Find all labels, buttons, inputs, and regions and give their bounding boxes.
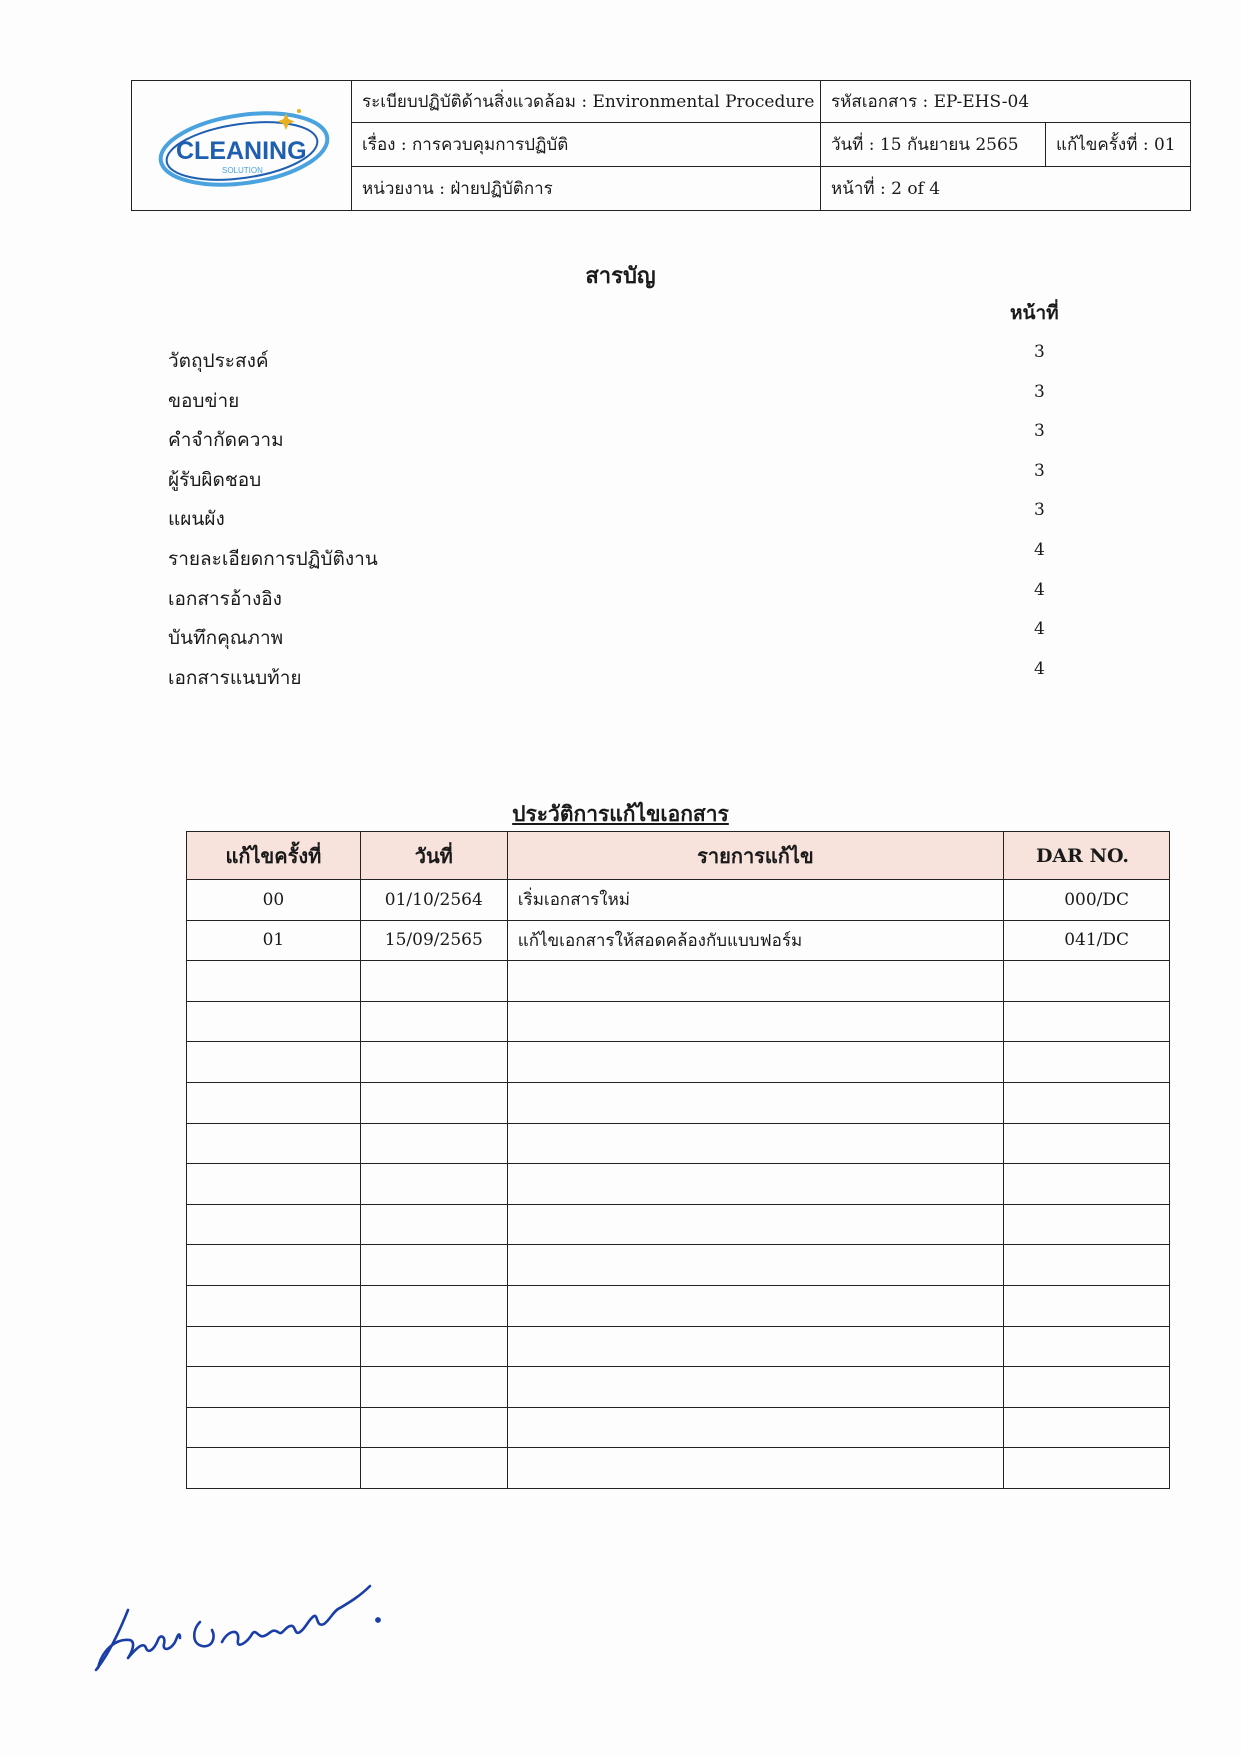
revision-history-body [187, 880, 1170, 1489]
table-row [187, 880, 1170, 921]
toc-item-label: วัตถุประสงค์ [168, 350, 269, 372]
table-row [187, 1001, 1170, 1042]
toc-item [168, 659, 1068, 699]
toc-item-label: ขอบข่าย [168, 389, 240, 412]
toc-item-label: บันทึกคุณภาพ [168, 627, 284, 650]
company-logo [154, 101, 334, 193]
table-row [187, 1245, 1170, 1286]
column-header-dar-no: DAR NO. [1004, 832, 1170, 880]
table-row [187, 1204, 1170, 1245]
table-row [187, 1326, 1170, 1367]
table-header-row [187, 832, 1170, 880]
cell-revision [187, 1245, 361, 1286]
toc-item-label: คำจำกัดความ [168, 429, 284, 452]
cell-revision: 00 [187, 880, 361, 921]
header-row-2 [352, 123, 1190, 167]
column-header-description: รายการแก้ไข [507, 832, 1003, 880]
cell-revision [187, 1204, 361, 1245]
cell-revision [187, 1285, 361, 1326]
cell-revision: 01 [187, 920, 361, 961]
cell-date: 15/09/2565 [360, 920, 507, 961]
toc-page-header: หน้าที่ [1010, 302, 1059, 324]
cell-dar-no [1004, 1204, 1170, 1245]
cell-revision [187, 1001, 361, 1042]
cell-description [507, 961, 1003, 1002]
cell-dar-no [1004, 1245, 1170, 1286]
toc-item-label: ผู้รับผิดชอบ [168, 468, 262, 491]
cell-description [507, 1204, 1003, 1245]
cell-dar-no [1004, 1326, 1170, 1367]
cell-revision [187, 1448, 361, 1489]
revision-history-title: ประวัติการแก้ไขเอกสาร [512, 801, 729, 826]
page-number: หน้าที่ : 2 of 4 [831, 179, 941, 199]
logo-wordmark: CLEANING [176, 137, 307, 165]
cell-dar-no [1004, 1042, 1170, 1083]
cell-date [360, 1245, 507, 1286]
cell-date [360, 1042, 507, 1083]
cell-date: 01/10/2564 [360, 880, 507, 921]
table-row [187, 1285, 1170, 1326]
header-row-1 [352, 81, 1190, 123]
cell-date [360, 1204, 507, 1245]
sparkle-dot-icon [297, 109, 301, 113]
cell-revision [187, 1042, 361, 1083]
cell-revision [187, 1123, 361, 1164]
cell-dar-no [1004, 1407, 1170, 1448]
cell-description [507, 1082, 1003, 1123]
column-header-date: วันที่ [360, 832, 507, 880]
cell-dar-no: 041/DC [1004, 920, 1170, 961]
toc-item [168, 382, 1068, 422]
cell-date [360, 961, 507, 1002]
toc-item-label: แผนผัง [168, 508, 225, 531]
cell-description [507, 1164, 1003, 1205]
table-row [187, 1367, 1170, 1408]
cell-revision [187, 1367, 361, 1408]
toc-item-page: 3 [1034, 421, 1045, 442]
cell-dar-no [1004, 1367, 1170, 1408]
procedure-title: ระเบียบปฏิบัติด้านสิ่งแวดล้อม : Environmental Procedure [352, 81, 821, 122]
cell-revision [187, 1164, 361, 1205]
cell-description [507, 1123, 1003, 1164]
table-row [187, 1164, 1170, 1205]
cell-dar-no [1004, 1448, 1170, 1489]
toc-item [168, 500, 1068, 540]
cell-dar-no [1004, 1082, 1170, 1123]
document-header [131, 80, 1191, 211]
cell-dar-no [1004, 1285, 1170, 1326]
handwritten-signature [88, 1580, 418, 1690]
toc-item-page: 4 [1034, 619, 1045, 640]
toc-item-page: 4 [1034, 579, 1045, 600]
cell-description [507, 1407, 1003, 1448]
document-date: วันที่ : 15 กันยายน 2565 [821, 123, 1046, 166]
cell-description: แก้ไขเอกสารให้สอดคล้องกับแบบฟอร์ม [507, 920, 1003, 961]
cell-revision [187, 961, 361, 1002]
cell-dar-no [1004, 1123, 1170, 1164]
table-row [187, 1042, 1170, 1083]
toc-item [168, 342, 1068, 382]
toc-title: สารบัญ [585, 263, 656, 289]
cell-date [360, 1164, 507, 1205]
column-header-revision: แก้ไขครั้งที่ [187, 832, 361, 880]
cell-date [360, 1082, 507, 1123]
cell-revision [187, 1082, 361, 1123]
table-row [187, 961, 1170, 1002]
toc-item-label: เอกสารอ้างอิง [168, 587, 282, 610]
document-subject: เรื่อง : การควบคุมการปฏิบัติ [352, 123, 821, 166]
toc-list [168, 342, 1068, 698]
cell-dar-no: 000/DC [1004, 880, 1170, 921]
cell-dar-no [1004, 1001, 1170, 1042]
table-row [187, 1407, 1170, 1448]
toc-item-page: 3 [1034, 500, 1045, 521]
toc-item-label: เอกสารแนบท้าย [168, 666, 302, 689]
document-code: รหัสเอกสาร : EP-EHS-04 [831, 92, 1030, 112]
cell-date [360, 1285, 507, 1326]
cell-revision [187, 1407, 361, 1448]
cell-description [507, 1367, 1003, 1408]
cell-description [507, 1285, 1003, 1326]
cell-dar-no [1004, 961, 1170, 1002]
logo-subtext: SOLUTION [222, 166, 263, 175]
cell-dar-no [1004, 1164, 1170, 1205]
toc-item-page: 4 [1034, 539, 1045, 560]
table-row [187, 1123, 1170, 1164]
revision-number: แก้ไขครั้งที่ : 01 [1056, 135, 1176, 155]
header-row-3 [352, 167, 1190, 210]
toc-item-page: 4 [1034, 658, 1045, 679]
toc-item [168, 540, 1068, 580]
toc-item [168, 421, 1068, 461]
cell-date [360, 1448, 507, 1489]
cell-description [507, 1001, 1003, 1042]
cell-date [360, 1367, 507, 1408]
table-row [187, 920, 1170, 961]
toc-item [168, 619, 1068, 659]
revision-history-table [186, 831, 1170, 1489]
cell-description [507, 1448, 1003, 1489]
cell-description [507, 1042, 1003, 1083]
table-row [187, 1082, 1170, 1123]
cell-date [360, 1123, 507, 1164]
cell-date [360, 1407, 507, 1448]
cell-description [507, 1245, 1003, 1286]
cell-description: เริ่มเอกสารใหม่ [507, 880, 1003, 921]
toc-item-page: 3 [1034, 381, 1045, 402]
department: หน่วยงาน : ฝ่ายปฏิบัติการ [352, 167, 821, 210]
toc-item [168, 580, 1068, 620]
toc-item-label: รายละเอียดการปฏิบัติงาน [168, 547, 378, 570]
cell-description [507, 1326, 1003, 1367]
toc-item [168, 461, 1068, 501]
toc-item-page: 3 [1034, 460, 1045, 481]
cell-date [360, 1326, 507, 1367]
logo-cell [132, 81, 352, 210]
cell-revision [187, 1326, 361, 1367]
table-row [187, 1448, 1170, 1489]
cell-date [360, 1001, 507, 1042]
toc-item-page: 3 [1034, 342, 1045, 362]
